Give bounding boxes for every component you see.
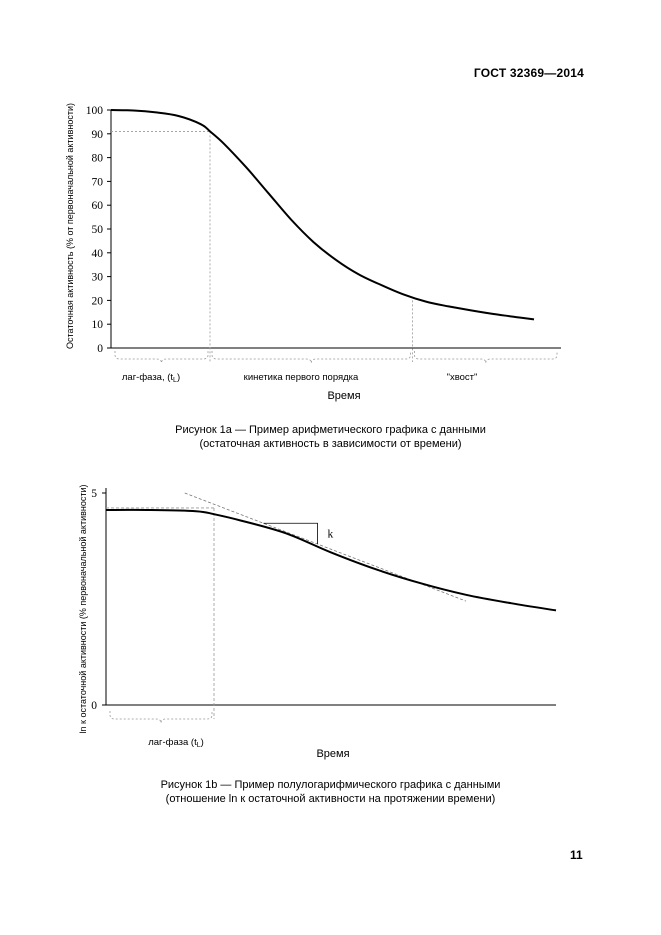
fig1a-x-axis-label: Время bbox=[327, 390, 361, 402]
figure-1a-caption-line2: (остаточная активность в зависимости от времени) bbox=[199, 438, 462, 450]
figure-1b bbox=[78, 485, 556, 760]
fig1a-y-axis-label: Остаточная активность (% от первоначальной активности) bbox=[65, 103, 75, 349]
fig1a-y-tick-label: 60 bbox=[91, 200, 103, 213]
fig1b-phase-lag: лаг-фаза $(t_L)$ bbox=[148, 737, 204, 749]
fig1a-phase-kinetics: кинетика первого порядка bbox=[243, 372, 359, 383]
fig1b-brace-lag bbox=[110, 711, 212, 723]
fig1a-y-tick-label: 100 bbox=[85, 105, 103, 117]
figure-1b-caption-line1: Рисунок 1b — Пример полулогарифмического графика с данными bbox=[160, 779, 501, 791]
fig1a-brace-tail bbox=[415, 351, 558, 363]
figure-1a bbox=[65, 103, 561, 402]
fig1a-phase-tail: "хвост" bbox=[446, 372, 478, 383]
fig1a-y-tick-label: 20 bbox=[91, 295, 103, 308]
fig1b-y-tick-label: 5 bbox=[91, 488, 97, 500]
figure-1a-caption-line1: Рисунок 1а — Пример арифметического графика с данными bbox=[175, 424, 486, 436]
fig1b-y-tick-label: 0 bbox=[91, 700, 97, 712]
fig1b-y-axis-label: ln к остаточной активности (% первоначальной активности) bbox=[78, 484, 88, 734]
fig1b-ln-activity-curve bbox=[106, 510, 556, 611]
figure-1b-caption bbox=[0, 778, 661, 806]
standard-header: ГОСТ 32369—2014 bbox=[473, 66, 584, 80]
fig1a-y-ticks bbox=[86, 105, 111, 355]
figure-1b-caption-line2: (отношение ln к остаточной активности на протяжении времени) bbox=[165, 793, 496, 805]
fig1b-x-axis-label: Время bbox=[316, 748, 350, 760]
fig1a-phase-braces bbox=[115, 351, 557, 363]
fig1a-y-tick-label: 0 bbox=[97, 343, 103, 355]
fig1a-y-tick-label: 70 bbox=[91, 176, 103, 189]
figure-1a-caption bbox=[0, 423, 661, 451]
fig1a-brace-kinetics bbox=[212, 351, 411, 363]
fig1a-brace-lag bbox=[115, 351, 208, 363]
fig1a-phase-lag: лаг-фаза, $(t_L)$ bbox=[121, 372, 181, 384]
fig1a-activity-curve bbox=[111, 110, 534, 319]
fig1b-slope-label: k bbox=[327, 528, 334, 541]
fig1a-y-tick-label: 90 bbox=[91, 128, 103, 141]
fig1b-y-ticks bbox=[91, 488, 106, 712]
fig1a-y-tick-label: 80 bbox=[91, 152, 103, 165]
fig1b-phase-brace bbox=[110, 711, 212, 723]
fig1a-y-tick-label: 50 bbox=[91, 224, 103, 236]
fig1a-y-tick-label: 30 bbox=[91, 271, 103, 284]
page-number: 11 bbox=[570, 848, 583, 862]
fig1a-y-tick-label: 10 bbox=[91, 319, 103, 332]
fig1a-y-tick-label: 40 bbox=[91, 247, 103, 260]
